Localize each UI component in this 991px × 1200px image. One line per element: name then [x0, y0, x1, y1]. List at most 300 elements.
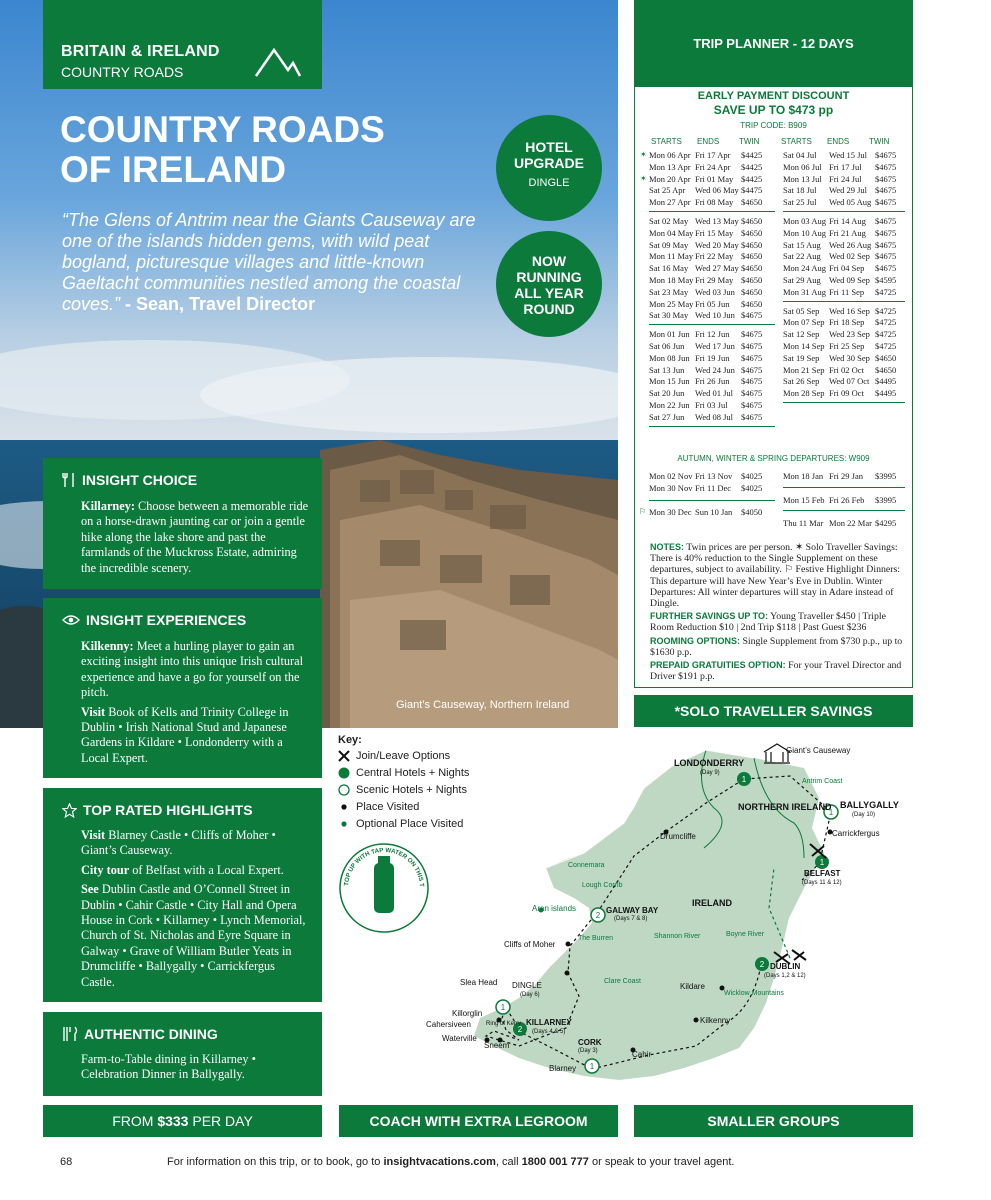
- start-date: Mon 24 Aug: [783, 263, 826, 274]
- departure-row: [649, 162, 779, 174]
- departure-row: [783, 240, 913, 252]
- departure-row: [783, 185, 913, 197]
- notes-text: For your Travel Director and Driver $191 p.p.: [650, 660, 902, 683]
- end-date: Fri 17 Jul: [829, 161, 862, 172]
- departure-row: [649, 329, 779, 341]
- start-date: Mon 18 Jan: [783, 471, 824, 481]
- travel-director-quote: [62, 210, 482, 315]
- body-text: Meet a hurling player to gain an exciting insight into this unique Irish cultural experience and have a go for yourself on the pitch.: [81, 639, 303, 700]
- start-date: Sat 05 Sep: [783, 305, 820, 316]
- twin-price: $4650: [741, 263, 763, 274]
- end-date: Fri 08 May: [695, 197, 734, 208]
- insight-experiences-panel: [43, 598, 322, 778]
- map-label-killarney: KILLARNEY: [526, 1018, 572, 1027]
- end-date: Wed 29 Jul: [829, 185, 868, 196]
- twin-price: $4650: [741, 286, 763, 297]
- column-header: STARTS: [651, 137, 682, 146]
- map-label-shannon: Shannon River: [654, 933, 701, 940]
- svg-text:1: 1: [500, 1003, 506, 1012]
- key-label: Optional Place Visited: [356, 818, 464, 830]
- map-label-dingle: DINGLE: [512, 981, 542, 990]
- group-divider: [649, 500, 775, 501]
- end-date: Fri 13 Nov: [695, 471, 733, 481]
- start-date: Sat 25 Jul: [783, 197, 817, 208]
- departure-row: [783, 251, 913, 263]
- twin-price: $4650: [875, 352, 897, 363]
- end-date: Fri 09 Oct: [829, 388, 864, 399]
- end-date: Wed 09 Sep: [829, 275, 870, 285]
- twin-price: $4725: [875, 305, 897, 316]
- lead-text: Kilkenny:: [81, 639, 134, 653]
- start-date: Mon 13 Jul: [783, 173, 822, 184]
- start-date: Sat 02 May: [649, 216, 689, 226]
- lead-text: Visit: [81, 704, 106, 719]
- notes-label: FURTHER SAVINGS UP TO:: [650, 611, 769, 622]
- end-date: Wed 27 May: [695, 263, 739, 274]
- start-date: Mon 06 Jul: [783, 161, 822, 172]
- end-date: Fri 11 Sep: [829, 286, 865, 297]
- key-item: [338, 784, 467, 796]
- start-date: Sat 09 May: [649, 239, 689, 250]
- map-label-cork-days: (Day 3): [578, 1048, 598, 1054]
- start-date: Mon 30 Dec: [649, 507, 692, 517]
- end-date: Wed 13 May: [695, 216, 739, 226]
- price-prefix: FROM: [112, 1113, 158, 1129]
- end-date: Wed 08 Jul: [695, 411, 734, 422]
- twin-price: $4425: [741, 173, 763, 184]
- start-date: Mon 02 Nov: [649, 471, 693, 481]
- lead-text: See: [81, 882, 99, 897]
- body-text: of Belfast with a Local Expert.: [129, 862, 284, 877]
- svg-text:2: 2: [595, 911, 601, 920]
- twin-price: $4675: [741, 352, 763, 363]
- departure-row: [649, 287, 779, 299]
- map-key: [338, 734, 518, 834]
- group-divider: [783, 402, 905, 403]
- map-label-boyne: Boyne River: [726, 931, 765, 938]
- twin-price: $4675: [741, 376, 763, 387]
- map-label-slea: Slea Head: [460, 978, 498, 987]
- autumn-row: [649, 507, 779, 519]
- body-text: Blarney Castle • Cliffs of Moher • Giant’s Causeway.: [81, 828, 276, 858]
- map-label-kildare: Kildare: [680, 982, 705, 991]
- planner-notes: [650, 542, 906, 682]
- start-date: Mon 11 May: [649, 251, 694, 262]
- body-text: Choose between a memorable ride on a horse-drawn jaunting car or join a gentle hike along the lake shore and past the farmlands of the Muckross Estate, admiring the incredible scenery.: [81, 499, 309, 575]
- start-date: Thu 11 Mar: [783, 518, 824, 528]
- solo-traveller-bar: *SOLO TRAVELLER SAVINGS: [634, 695, 913, 727]
- svg-text:1: 1: [589, 1062, 595, 1071]
- map-label-ballygally: BALLYGALLY: [840, 800, 899, 810]
- end-date: Fri 22 May: [695, 251, 734, 262]
- map-label-giants: Giant’s Causeway: [786, 746, 851, 755]
- end-date: Fri 29 May: [695, 275, 734, 285]
- departure-row: [783, 197, 913, 209]
- departure-row: [783, 329, 913, 341]
- group-divider: [649, 211, 775, 212]
- star-icon: [62, 803, 77, 818]
- map-label-antrim: Antrim Coast: [802, 778, 843, 785]
- end-date: Wed 06 May: [695, 185, 739, 196]
- photo-caption: Giant’s Causeway, Northern Ireland: [396, 699, 570, 711]
- twin-price: $4650: [741, 275, 763, 285]
- panel-body: Farm-to-Table dining in Killarney • Celebration Dinner in Ballygally.: [81, 1052, 256, 1082]
- title-line-2: OF IRELAND: [60, 149, 287, 190]
- departure-row: [783, 388, 913, 400]
- twin-price: $4650: [741, 197, 763, 208]
- key-item: [338, 767, 469, 779]
- badge-text: NOW: [531, 253, 567, 269]
- key-label: Join/Leave Options: [356, 750, 451, 762]
- map-label-cahersiveen: Cahersiveen: [426, 1020, 471, 1029]
- departure-row: [783, 162, 913, 174]
- start-date: Sat 18 Jul: [783, 185, 817, 196]
- footer-pre: For information on this trip, or to book, go to: [167, 1156, 384, 1168]
- group-divider: [783, 301, 905, 302]
- end-date: Fri 11 Dec: [695, 483, 732, 493]
- notes-text: Single Supplement from $730 p.p., up to $1630 p.p.: [650, 635, 903, 658]
- end-date: Wed 17 Jun: [695, 341, 735, 351]
- twin-price: $4725: [875, 317, 897, 328]
- twin-price: $4675: [875, 197, 897, 208]
- twin-price: $4725: [875, 286, 897, 297]
- discount-amount: SAVE UP TO $473 pp: [713, 103, 834, 117]
- start-date: Sat 06 Jun: [649, 341, 685, 351]
- svg-text:1: 1: [741, 775, 747, 784]
- start-date: Mon 22 Jun: [649, 400, 690, 410]
- map-label-londonderry-days: (Day 9): [700, 770, 720, 776]
- key-item: [338, 801, 419, 813]
- departure-row: [783, 263, 913, 275]
- svg-text:1: 1: [819, 858, 825, 867]
- autumn-row: [783, 518, 913, 530]
- price-bar: [43, 1105, 322, 1137]
- end-date: Fri 03 Jul: [695, 400, 728, 410]
- trip-code: TRIP CODE: B909: [740, 121, 807, 130]
- end-date: Wed 02 Sep: [829, 251, 870, 262]
- end-date: Fri 01 May: [695, 173, 734, 184]
- group-divider: [783, 510, 905, 511]
- discount-title: EARLY PAYMENT DISCOUNT: [697, 90, 850, 102]
- column-header: ENDS: [697, 137, 720, 146]
- twin-price: $4595: [875, 275, 897, 285]
- end-date: Fri 21 Aug: [829, 227, 866, 238]
- group-divider: [783, 211, 905, 212]
- map-label-belfast: BELFAST: [804, 869, 841, 878]
- end-date: Fri 19 Jun: [695, 352, 730, 363]
- lead-text: Killarney:: [81, 499, 135, 513]
- central-hotel-icon: [338, 767, 350, 779]
- map-label-killarney-days: (Days 4 & 5): [532, 1029, 566, 1035]
- departure-row: [649, 400, 779, 412]
- start-date: Sat 30 May: [649, 310, 689, 321]
- departure-row: [783, 341, 913, 353]
- end-date: Fri 15 May: [695, 227, 734, 238]
- map-label-lough: Lough Corrib: [582, 882, 623, 889]
- hotel-upgrade-badge: [496, 115, 602, 221]
- start-date: Mon 30 Nov: [649, 483, 693, 493]
- start-date: Sat 15 Aug: [783, 239, 821, 250]
- panel-heading: [62, 612, 246, 628]
- twin-price: $3995: [875, 471, 897, 481]
- badge-text: ALL YEAR: [514, 285, 584, 301]
- map-label-cahir: Cahir: [632, 1050, 652, 1059]
- twin-price: $4675: [875, 216, 897, 226]
- start-date: Mon 10 Aug: [783, 227, 826, 238]
- map-label-dingle-days: (Day 6): [520, 992, 540, 998]
- start-date: Mon 13 Apr: [649, 161, 691, 172]
- optional-dot-icon: [338, 818, 350, 830]
- trip-planner-header: TRIP PLANNER - 12 DAYS: [634, 0, 913, 87]
- departure-row: [783, 174, 913, 186]
- departure-row: [783, 287, 913, 299]
- eye-icon: [62, 614, 80, 626]
- key-label: Central Hotels + Nights: [356, 767, 470, 779]
- scenic-hotel-icon: [338, 784, 350, 796]
- twin-price: $4650: [741, 239, 763, 250]
- start-date: Mon 28 Sep: [783, 388, 825, 399]
- end-date: Fri 02 Oct: [829, 364, 864, 375]
- twin-price: $4650: [741, 298, 763, 309]
- panel-title: TOP RATED HIGHLIGHTS: [83, 802, 253, 818]
- end-date: Wed 20 May: [695, 239, 739, 250]
- phone-number[interactable]: 1800 001 777: [521, 1156, 589, 1168]
- body-text: Book of Kells and Trinity College in Dublin • Irish National Stud and Japanese Gardens in Kildare • Londonderry with a Local Expert.: [81, 704, 289, 765]
- key-item: [338, 818, 463, 830]
- twin-price: $4675: [741, 329, 763, 340]
- twin-price: $4650: [875, 364, 897, 375]
- end-date: Mon 22 Mar: [829, 518, 872, 528]
- badge-text: RUNNING: [516, 269, 582, 285]
- mountain-icon: [254, 46, 302, 78]
- badge-subtext: DINGLE: [528, 177, 570, 189]
- start-date: Mon 08 Jun: [649, 352, 690, 363]
- departure-row: [649, 150, 779, 162]
- twin-price: $4675: [741, 400, 763, 410]
- column-header: STARTS: [781, 137, 812, 146]
- insight-choice-panel: [43, 458, 322, 589]
- water-badge-text: TOP UP WITH TAP WATER ON THIS T: [343, 846, 426, 888]
- festive-flag-icon: ⚐: [639, 507, 647, 516]
- panel-title: AUTHENTIC DINING: [84, 1026, 218, 1042]
- group-divider: [649, 426, 775, 427]
- start-date: Sat 26 Sep: [783, 376, 820, 387]
- column-header: TWIN: [869, 137, 890, 146]
- lead-text: City tour: [81, 862, 130, 877]
- end-date: Fri 24 Apr: [695, 161, 731, 172]
- footer-post: or speak to your travel agent.: [588, 1156, 735, 1168]
- twin-price: $4675: [741, 310, 763, 321]
- departure-row: [649, 275, 779, 287]
- map-label-carrickfergus: Carrickfergus: [832, 829, 880, 838]
- departure-row: [649, 185, 779, 197]
- departure-row: [783, 150, 913, 162]
- departure-row: [649, 341, 779, 353]
- column-header: ENDS: [827, 137, 850, 146]
- departure-row: [649, 412, 779, 424]
- twin-price: $4675: [741, 341, 763, 351]
- autumn-title: AUTUMN, WINTER & SPRING DEPARTURES: W909: [677, 454, 870, 463]
- column-header: TWIN: [739, 137, 760, 146]
- map-label-galway: GALWAY BAY: [606, 906, 659, 915]
- map-label-cork: CORK: [578, 1038, 602, 1047]
- start-date: Mon 15 Feb: [783, 495, 825, 505]
- panel-body: [81, 639, 310, 766]
- lead-text: Visit: [81, 828, 106, 842]
- key-label: Place Visited: [356, 801, 420, 813]
- end-date: Wed 03 Jun: [695, 286, 735, 297]
- start-date: Mon 04 May: [649, 227, 694, 238]
- price-value: $333: [157, 1113, 189, 1129]
- notes-text: Young Traveller $450 | Triple Room Reduction $10 | 2nd Trip $118 | Past Guest $236: [650, 611, 886, 634]
- solo-star-icon: ✶: [640, 173, 647, 183]
- map-label-ballygally-days: (Day 10): [852, 812, 876, 818]
- departure-row: [649, 299, 779, 311]
- departure-row: [649, 310, 779, 322]
- route-map: [334, 728, 914, 1100]
- key-label: Scenic Hotels + Nights: [356, 784, 467, 796]
- start-date: Sat 27 Jun: [649, 411, 685, 422]
- twin-price: $4725: [875, 329, 897, 340]
- departure-row: [649, 353, 779, 365]
- start-date: Mon 06 Apr: [649, 150, 691, 160]
- cutlery-choice-icon: [62, 472, 76, 488]
- top-rated-panel: [43, 788, 322, 1002]
- map-label-dublin: DUBLIN: [770, 962, 801, 971]
- start-date: Mon 25 May: [649, 298, 694, 309]
- solo-star-icon: ✶: [640, 150, 647, 159]
- twin-price: $4675: [741, 364, 763, 375]
- end-date: Fri 24 Jul: [829, 173, 862, 184]
- start-date: Sat 22 Aug: [783, 251, 821, 262]
- twin-price: $4495: [875, 376, 897, 387]
- map-label-sneem: Sneem: [484, 1041, 510, 1050]
- departure-row: [649, 251, 779, 263]
- quote-text: “The Glens of Antrim near the Giants Causeway are one of the islands hidden gems, with wild peat bogland, picturesque villages and little-known Gaeltacht communities nestled among the coastal coves.”: [62, 210, 476, 314]
- end-date: Fri 29 Jan: [829, 471, 863, 481]
- autumn-row: [783, 495, 913, 507]
- twin-price: $4025: [741, 471, 763, 481]
- twin-price: $4650: [741, 227, 763, 238]
- start-date: Mon 01 Jun: [649, 329, 690, 340]
- twin-price: $4675: [875, 150, 897, 160]
- map-label-clare: Clare Coast: [604, 978, 641, 985]
- twin-price: $4675: [875, 227, 897, 238]
- start-date: Mon 07 Sep: [783, 317, 825, 328]
- map-label-waterville: Waterville: [442, 1034, 477, 1043]
- departure-row: [783, 353, 913, 365]
- page-title: [60, 110, 385, 190]
- svg-text:1: 1: [828, 808, 834, 817]
- end-date: Fri 26 Jun: [695, 376, 730, 387]
- brand-region: BRITAIN & IRELAND: [61, 43, 220, 60]
- departure-row: [783, 317, 913, 329]
- twin-price: $4675: [875, 161, 897, 172]
- panel-body: [81, 828, 310, 990]
- panel-heading: [62, 472, 197, 488]
- start-date: Sat 13 Jun: [649, 364, 685, 375]
- end-date: Wed 26 Aug: [829, 239, 872, 250]
- twin-price: $4025: [741, 483, 763, 493]
- start-date: Sat 04 Jul: [783, 150, 817, 160]
- map-label-wicklow: Wicklow Mountains: [724, 990, 784, 997]
- twin-price: $4475: [741, 185, 763, 196]
- end-date: Fri 26 Feb: [829, 495, 865, 505]
- start-date: Mon 14 Sep: [783, 341, 825, 351]
- groups-bar: SMALLER GROUPS: [634, 1105, 913, 1137]
- brand-tab: [43, 0, 322, 89]
- website-link[interactable]: insightvacations.com: [383, 1156, 496, 1168]
- page-number: 68: [60, 1156, 73, 1168]
- start-date: Sat 29 Aug: [783, 275, 821, 285]
- twin-price: $4675: [875, 185, 897, 196]
- departure-row: [649, 388, 779, 400]
- autumn-row: [649, 471, 779, 483]
- end-date: Wed 16 Sep: [829, 305, 870, 316]
- twin-price: $4295: [875, 518, 897, 528]
- start-date: Mon 31 Aug: [783, 286, 826, 297]
- dining-icon: [62, 1026, 78, 1042]
- all-year-badge: [496, 231, 602, 337]
- badge-text: UPGRADE: [513, 155, 584, 171]
- departure-row: [649, 263, 779, 275]
- twin-price: $4425: [741, 150, 763, 160]
- key-title: Key:: [338, 734, 362, 746]
- autumn-row: [649, 483, 779, 495]
- twin-price: $4675: [875, 173, 897, 184]
- badge-text: ROUND: [523, 301, 575, 317]
- end-date: Wed 05 Aug: [829, 197, 872, 208]
- twin-price: $4725: [875, 341, 897, 351]
- twin-price: $4675: [741, 411, 763, 422]
- map-label-dublin-days: (Days 1,2 & 12): [764, 973, 806, 979]
- start-date: Sat 19 Sep: [783, 352, 820, 363]
- start-date: Sat 23 May: [649, 286, 689, 297]
- start-date: Sat 25 Apr: [649, 185, 686, 196]
- end-date: Fri 14 Aug: [829, 216, 866, 226]
- departure-row: [783, 275, 913, 287]
- end-date: Sun 10 Jan: [695, 507, 733, 517]
- notes-label: PREPAID GRATUITIES OPTION:: [650, 660, 786, 671]
- twin-price: $4675: [875, 263, 897, 274]
- panel-heading: [62, 1026, 218, 1042]
- twin-price: $3995: [875, 495, 897, 505]
- departure-row: [649, 365, 779, 377]
- map-label-burren: The Burren: [578, 935, 614, 942]
- map-label-connemara: Connemara: [568, 862, 605, 869]
- end-date: Wed 15 Jul: [829, 150, 868, 160]
- start-date: Mon 21 Sep: [783, 364, 825, 375]
- map-label-kilkenny: Kilkenny: [700, 1016, 731, 1025]
- notes-label: NOTES:: [650, 542, 685, 552]
- panel-body: [81, 499, 310, 576]
- end-date: Wed 10 Jun: [695, 310, 735, 321]
- notes-text: Twin prices are per person. ✶ Solo Traveller Savings: There is 40% reduction to the Single Supplement on these departures, subject to availability. ⚐ Festive Highlight Dinners: This departure will have New Year’s Eve in Dublin. Winter Departures: All winter departures will stay in Adare instead of Dingle.: [650, 542, 901, 610]
- twin-price: $4425: [741, 161, 763, 172]
- end-date: Wed 01 Jul: [695, 388, 734, 399]
- badge-text: HOTEL: [525, 139, 573, 155]
- map-label-drumcliffe: Drumcliffe: [660, 832, 696, 841]
- map-label-cliffs: Cliffs of Moher: [504, 940, 556, 949]
- map-label-belfast-days: (Days 11 & 12): [802, 880, 842, 886]
- departure-row: [783, 365, 913, 377]
- quote-author: - Sean, Travel Director: [120, 294, 316, 314]
- notes-label: ROOMING OPTIONS:: [650, 635, 740, 646]
- departure-row: [649, 197, 779, 209]
- authentic-dining-panel: [43, 1012, 322, 1096]
- footer-mid: , call: [495, 1156, 522, 1168]
- title-line-1: COUNTRY ROADS: [60, 109, 385, 150]
